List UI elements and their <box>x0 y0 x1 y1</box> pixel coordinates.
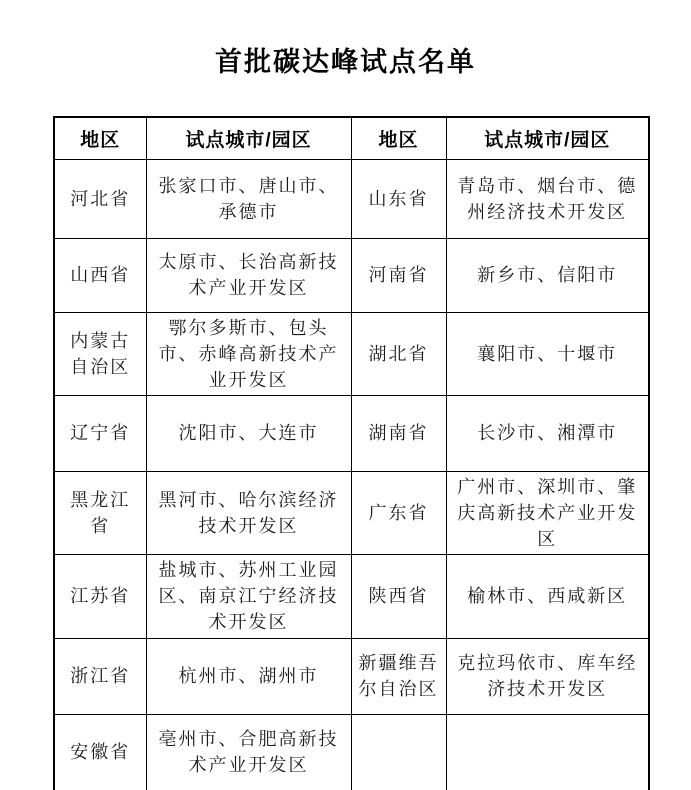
table-cell-region: 辽宁省 <box>54 395 146 471</box>
table-cell-cities: 太原市、长治高新技术产业开发区 <box>146 238 351 312</box>
table-cell-cities: 广州市、深圳市、肇庆高新技术产业开发区 <box>446 471 649 554</box>
page-title: 首批碳达峰试点名单 <box>215 47 476 77</box>
table-cell-region: 浙江省 <box>54 638 146 714</box>
table-cell-region: 湖南省 <box>351 395 446 471</box>
header-cities-left: 试点城市/园区 <box>146 117 351 159</box>
table-cell-region: 陕西省 <box>351 554 446 638</box>
table-cell-cities: 黑河市、哈尔滨经济技术开发区 <box>146 471 351 554</box>
table-cell-cities: 新乡市、信阳市 <box>446 238 649 312</box>
table-cell-region: 黑龙江省 <box>54 471 146 554</box>
table-cell-cities: 杭州市、湖州市 <box>146 638 351 714</box>
header-region-right: 地区 <box>351 117 446 159</box>
table-cell-cities: 长沙市、湘潭市 <box>446 395 649 471</box>
table-cell-cities: 沈阳市、大连市 <box>146 395 351 471</box>
table-cell-region: 广东省 <box>351 471 446 554</box>
table-cell-region <box>351 714 446 790</box>
table-cell-region: 湖北省 <box>351 312 446 395</box>
table-row <box>54 159 649 238</box>
table-cell-cities <box>446 714 649 790</box>
table-row <box>54 471 649 554</box>
table-header-row <box>54 117 649 159</box>
table-cell-cities: 襄阳市、十堰市 <box>446 312 649 395</box>
table-cell-region: 山东省 <box>351 159 446 238</box>
table-cell-region: 河北省 <box>54 159 146 238</box>
table-cell-region: 新疆维吾尔自治区 <box>351 638 446 714</box>
header-cities-right: 试点城市/园区 <box>446 117 649 159</box>
table-row <box>54 554 649 638</box>
carbon-peaking-pilot-table <box>53 116 650 790</box>
table-cell-cities: 张家口市、唐山市、承德市 <box>146 159 351 238</box>
table-cell-cities: 榆林市、西咸新区 <box>446 554 649 638</box>
table-row <box>54 312 649 395</box>
table-cell-region: 安徽省 <box>54 714 146 790</box>
table-cell-region: 山西省 <box>54 238 146 312</box>
table-cell-region: 内蒙古自治区 <box>54 312 146 395</box>
table-row <box>54 238 649 312</box>
table-row <box>54 638 649 714</box>
table-cell-region: 江苏省 <box>54 554 146 638</box>
table-cell-cities: 盐城市、苏州工业园区、南京江宁经济技术开发区 <box>146 554 351 638</box>
table-cell-region: 河南省 <box>351 238 446 312</box>
table-row <box>54 714 649 790</box>
table-cell-cities: 克拉玛依市、库车经济技术开发区 <box>446 638 649 714</box>
table-cell-cities: 鄂尔多斯市、包头市、赤峰高新技术产业开发区 <box>146 312 351 395</box>
table-row <box>54 395 649 471</box>
table-cell-cities: 青岛市、烟台市、德州经济技术开发区 <box>446 159 649 238</box>
table-cell-cities: 亳州市、合肥高新技术产业开发区 <box>146 714 351 790</box>
header-region-left: 地区 <box>54 117 146 159</box>
